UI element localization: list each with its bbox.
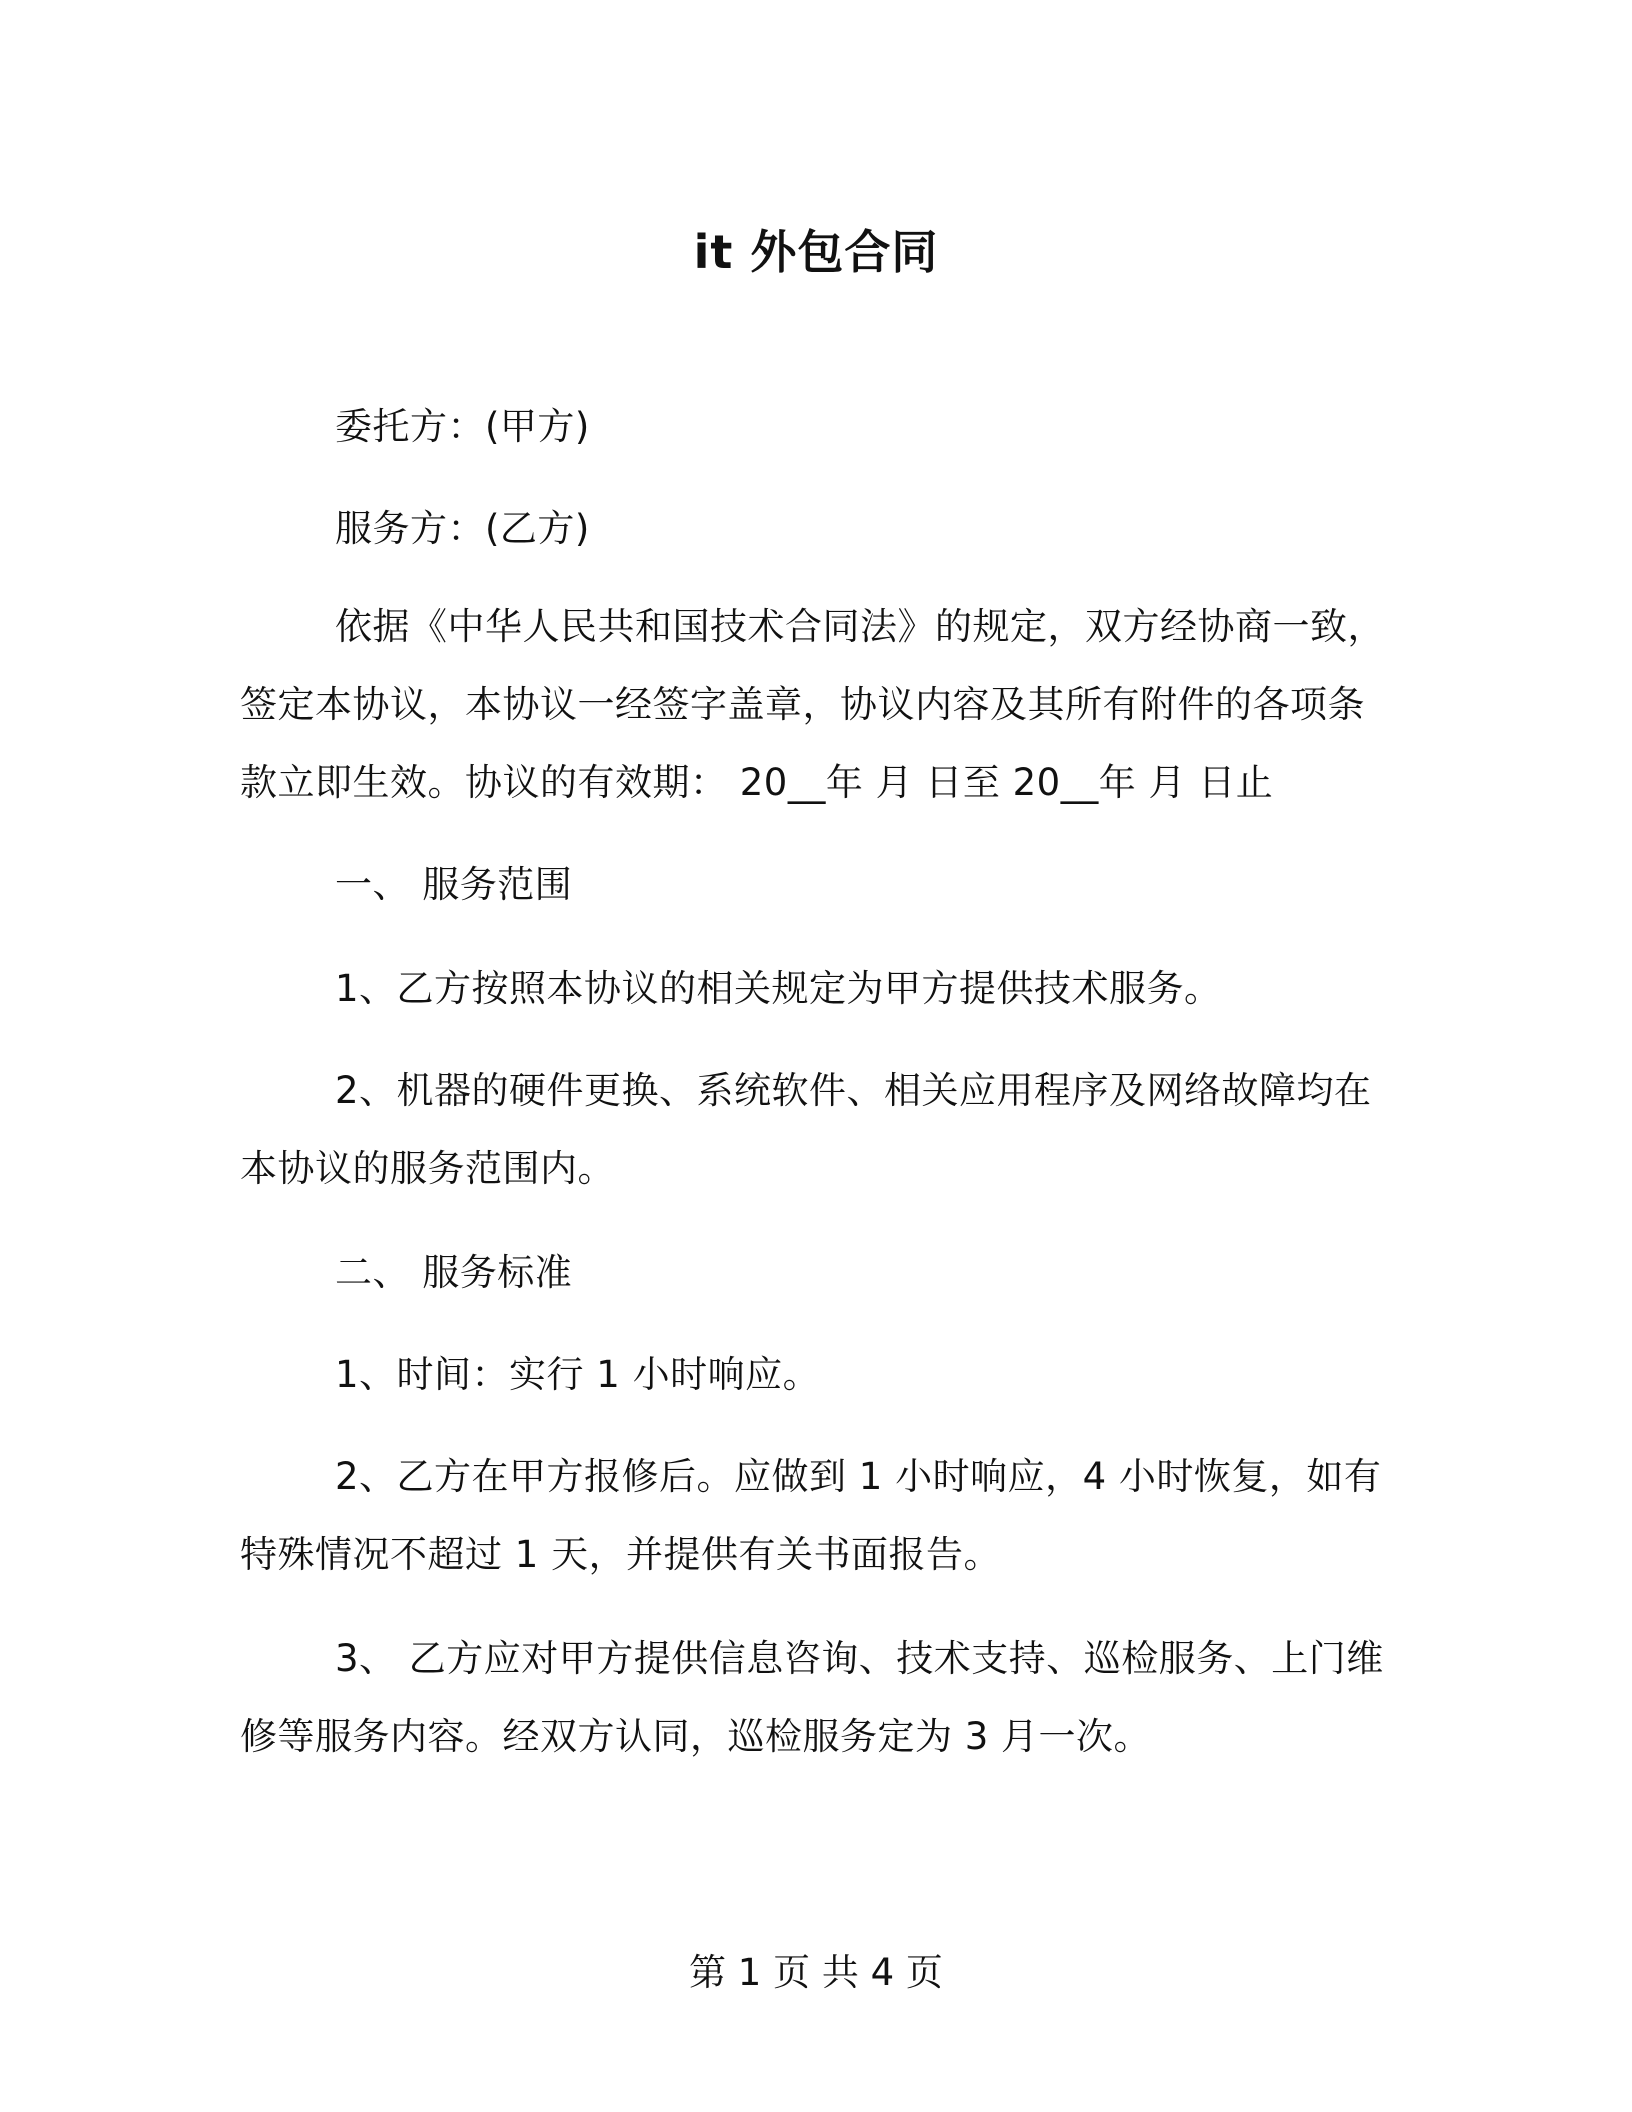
preamble-paragraph: 依据《中华人民共和国技术合同法》的规定，双方经协商一致，签定本协议，本协议一经签字盖章，协议内容及其所有附件的各项条款立即生效。协议的有效期： 20__年 月 日至 20__年 月 日止 <box>240 605 1385 804</box>
standard-item-3: 3、 乙方应对甲方提供信息咨询、技术支持、巡检服务、上门维修等服务内容。经双方认同，巡检服务定为 3 月一次。 <box>240 1637 1384 1758</box>
page-footer: 第 1 页 共 4 页 <box>689 1951 943 1994</box>
section-heading-service-standard: 二、 服务标准 <box>335 1251 573 1294</box>
standard-item-1: 1、时间：实行 1 小时响应。 <box>335 1353 821 1396</box>
document-title: it 外包合同 <box>693 225 939 279</box>
section-heading-service-scope: 一、 服务范围 <box>335 863 573 906</box>
standard-item-2: 2、乙方在甲方报修后。应做到 1 小时响应，4 小时恢复，如有特殊情况不超过 1 天，并提供有关书面报告。 <box>240 1455 1382 1576</box>
party-b-line: 服务方：(乙方) <box>335 507 590 550</box>
scope-item-2: 2、机器的硬件更换、系统软件、相关应用程序及网络故障均在本协议的服务范围内。 <box>240 1069 1372 1190</box>
scope-item-1: 1、乙方按照本协议的相关规定为甲方提供技术服务。 <box>335 967 1222 1010</box>
party-a-line: 委托方：(甲方) <box>335 405 590 448</box>
